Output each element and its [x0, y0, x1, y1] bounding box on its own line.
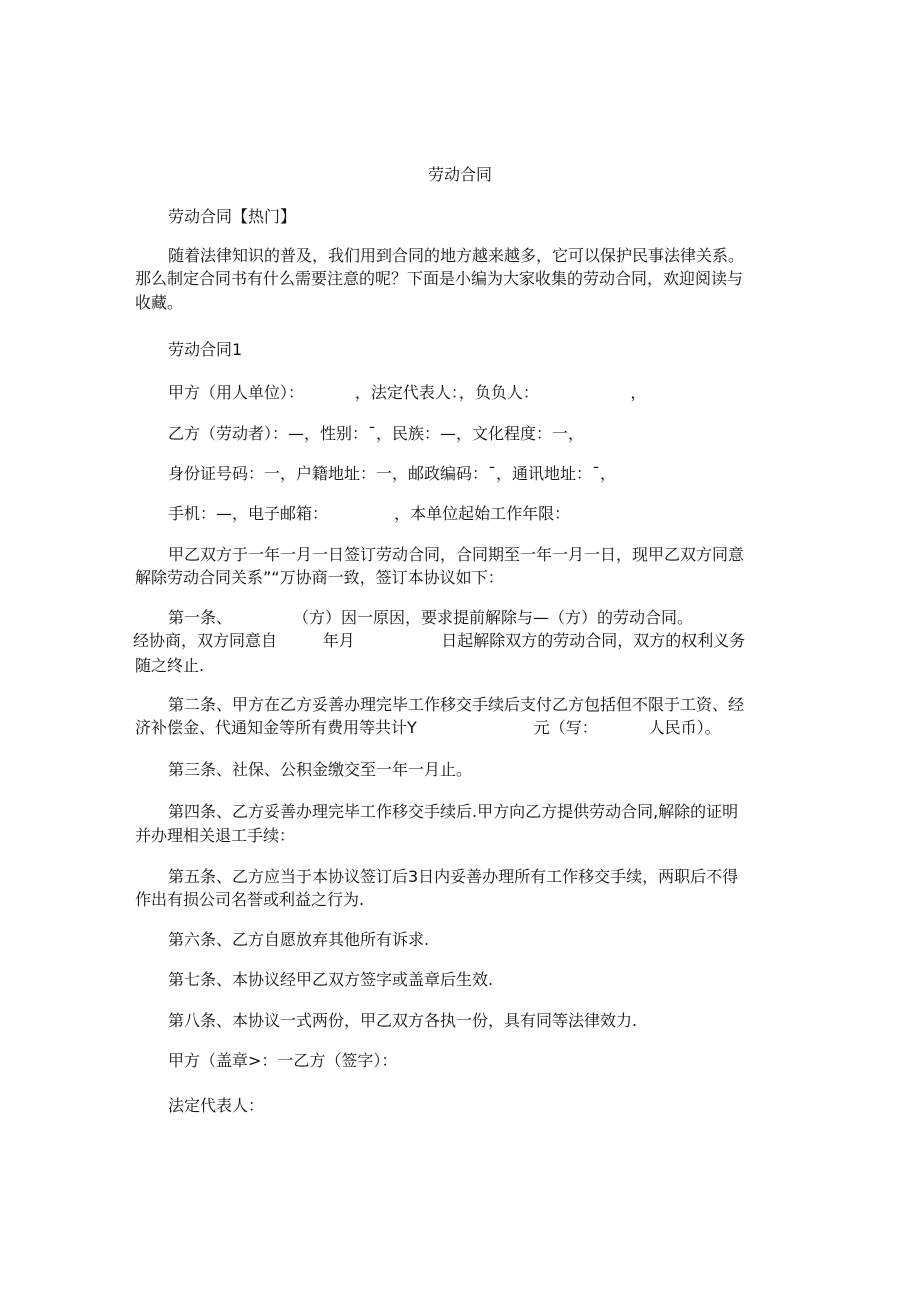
article-1-line-3: 随之终止. — [135, 656, 205, 675]
document-heading: 劳动合同【热门】 — [168, 207, 297, 226]
article-2-line-2: 济补偿金、代通知金等所有费用等共计Y 元（写： 人民币）。 — [135, 718, 721, 737]
article-5-line-2: 作出有损公司名誉或利益之行为. — [135, 890, 365, 909]
article-4-line-1: 第四条、乙方妥善办理完毕工作移交手续后.甲方向乙方提供劳动合同,解除的证明 — [168, 802, 739, 821]
article-5-line-1: 第五条、乙方应当于本协议签订后3日内妥善办理所有工作移交手续，两职后不得 — [168, 867, 739, 886]
article-8: 第八条、本协议一式两份，甲乙双方各执一份，具有同等法律效力. — [168, 1011, 638, 1030]
article-3: 第三条、社保、公积金缴交至一年一月止。 — [168, 760, 473, 779]
phone-line: 手机：—，电子邮箱： ，本单位起始工作年限： — [168, 504, 571, 523]
intro-line-1: 随着法律知识的普及，我们用到合同的地方越来越多，它可以保护民事法律关系。 — [168, 246, 745, 265]
agreement-line-2: 解除劳动合同关系”“万协商一致，签订本协议如下： — [135, 568, 504, 587]
id-line: 身份证号码：一，户籍地址：一，邮政编码：¯，通讯地址：¯， — [168, 464, 617, 483]
intro-line-2: 那么制定合同书有什么需要注意的呢？下面是小编为大家收集的劳动合同，欢迎阅读与 — [135, 269, 744, 288]
signature-line: 甲方（盖章>：一乙方（签字）： — [168, 1051, 398, 1070]
article-4-line-2: 并办理相关退工手续： — [135, 826, 296, 845]
agreement-line-1: 甲乙双方于一年一月一日签订劳动合同，合同期至一年一月一日，现甲乙双方同意 — [168, 545, 745, 564]
party-a-line: 甲方（用人单位）： ，法定代表人：，负负人： ， — [168, 383, 647, 402]
party-b-line: 乙方（劳动者）：—，性别：¯，民族：—，文化程度：一， — [168, 424, 585, 443]
section-title: 劳动合同1 — [168, 340, 243, 359]
document-title: 劳动合同 — [427, 165, 492, 184]
article-7: 第七条、本协议经甲乙双方签字或盖章后生效. — [168, 970, 494, 989]
article-1-line-1: 第一条、 （方）因一原因，要求提前解除与—（方）的劳动合同。 — [168, 608, 694, 627]
article-1-line-2: 经协商，双方同意自 年月 日起解除双方的劳动合同，双方的权利义务 — [133, 631, 746, 650]
article-2-line-1: 第二条、甲方在乙方妥善办理完毕工作移交手续后支付乙方包括但不限于工资、经 — [168, 695, 745, 714]
article-6: 第六条、乙方自愿放弃其他所有诉求. — [168, 930, 430, 949]
legal-representative-line: 法定代表人： — [168, 1096, 265, 1115]
intro-line-3: 收藏。 — [135, 293, 184, 312]
